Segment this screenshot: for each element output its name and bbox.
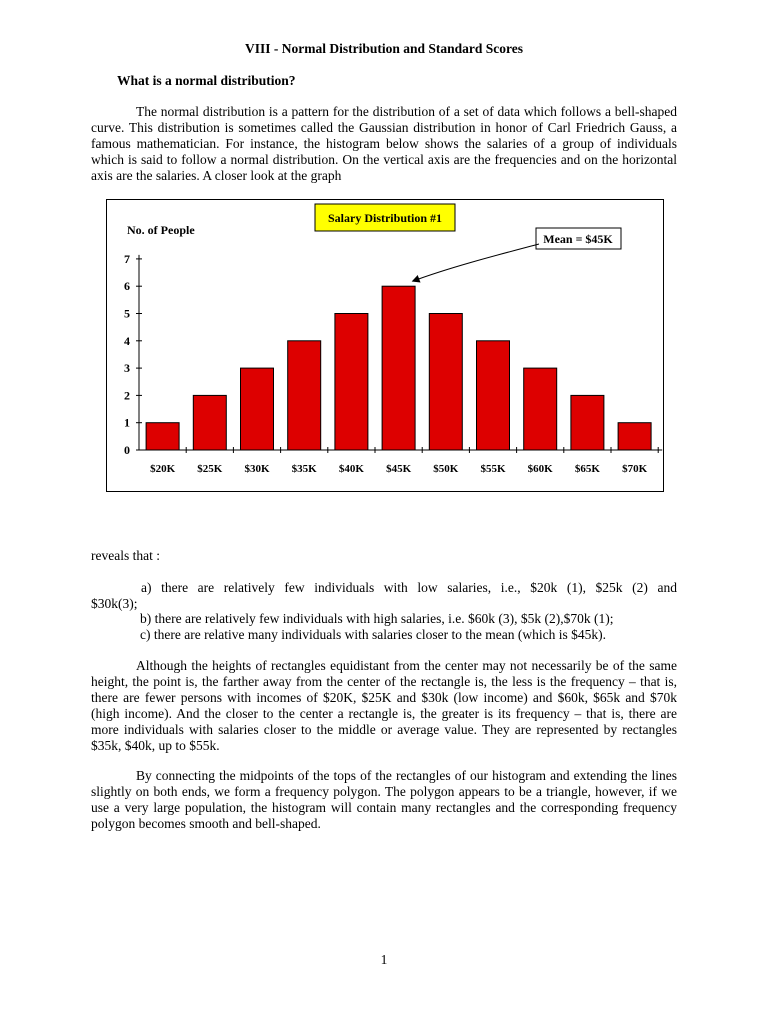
bar [524, 368, 557, 450]
x-tick-label: $65K [574, 463, 600, 475]
histogram-svg [107, 200, 663, 491]
chart-title: Salary Distribution #1 [327, 211, 443, 225]
x-tick-label: $25K [197, 463, 223, 475]
x-tick-label: $45K [386, 463, 412, 475]
bar [241, 368, 274, 450]
x-tick-label: $20K [150, 463, 176, 475]
bar [571, 395, 604, 450]
x-tick-label: $40K [338, 463, 364, 475]
y-tick-label: 2 [124, 388, 130, 403]
bar [618, 423, 651, 450]
y-tick-label: 7 [124, 251, 130, 266]
y-tick-label: 6 [124, 279, 130, 294]
bar [288, 341, 321, 450]
y-tick-label: 5 [124, 306, 130, 321]
list-item-b: b) there are relatively few individuals with high salaries, i.e. $60k (3), $5k (2),$70k (1); [140, 611, 614, 626]
bar [382, 286, 415, 450]
y-tick-label: 3 [124, 361, 130, 376]
x-tick-label: $55K [480, 463, 506, 475]
bar [335, 314, 368, 451]
intro-paragraph: The normal distribution is a pattern for the distribution of a set of data which follows a bell-shaped curve. This distribution is sometimes called the Gaussian distribution in honor of Carl Friedrich Gauss, a famous mathematician. For instance, the histogram below shows the salaries of a group of individuals which is said to follow a normal distribution. On the vertical axis are the frequencies and on the horizontal axis are the salaries. A closer look at the graph [91, 104, 677, 183]
x-tick-label: $30K [244, 463, 270, 475]
list-item-c: c) there are relative many individuals with salaries closer to the mean (which is $45k). [140, 627, 606, 642]
reveals-text: reveals that : [91, 548, 160, 563]
x-tick-label: $70K [622, 463, 648, 475]
list-item-a-continued: $30k(3); [91, 596, 138, 611]
y-tick-label: 4 [124, 333, 130, 348]
page-title: VIII - Normal Distribution and Standard Scores [244, 41, 524, 56]
x-tick-label: $35K [291, 463, 317, 475]
mean-annotation: Mean = $45K [543, 232, 613, 246]
y-tick-label: 0 [124, 443, 130, 457]
x-tick-label: $50K [433, 463, 459, 475]
mean-arrow [413, 244, 539, 281]
paragraph-2: Although the heights of rectangles equidistant from the center may not necessarily be of the same height, the point is, the farther away from the center of the rectangle is, the less is the frequency – that is, there are fewer persons with incomes of $20K, $25K and $30k (low income) and $60k, $65k and $70k (high income). And the closer to the center a rectangle is, the greater is its frequency – that is, there are more individuals with salaries closer to the middle or average value. They are represented by rectangles $35k, $40k, up to $55k. [91, 658, 677, 753]
page-number: 1 [380, 952, 388, 967]
section-heading: What is a normal distribution? [117, 73, 296, 88]
bar [477, 341, 510, 450]
histogram-chart [106, 199, 664, 492]
paragraph-3: By connecting the midpoints of the tops of the rectangles of our histogram and extending the lines slightly on both ends, we form a frequency polygon. The polygon appears to be a triangle, however, if we use a very large population, the histogram will contain many rectangles and the corresponding frequency polygon becomes smooth and bell-shaped. [91, 768, 677, 831]
bar [429, 314, 462, 451]
x-tick-label: $60K [527, 463, 553, 475]
bar [146, 423, 179, 450]
list-item-a: a) there are relatively few individuals with low salaries, i.e., $20k (1), $25k (2) and [141, 580, 677, 595]
y-tick-label: 1 [124, 415, 130, 430]
y-axis-label: No. of People [127, 223, 195, 237]
bar [193, 395, 226, 450]
